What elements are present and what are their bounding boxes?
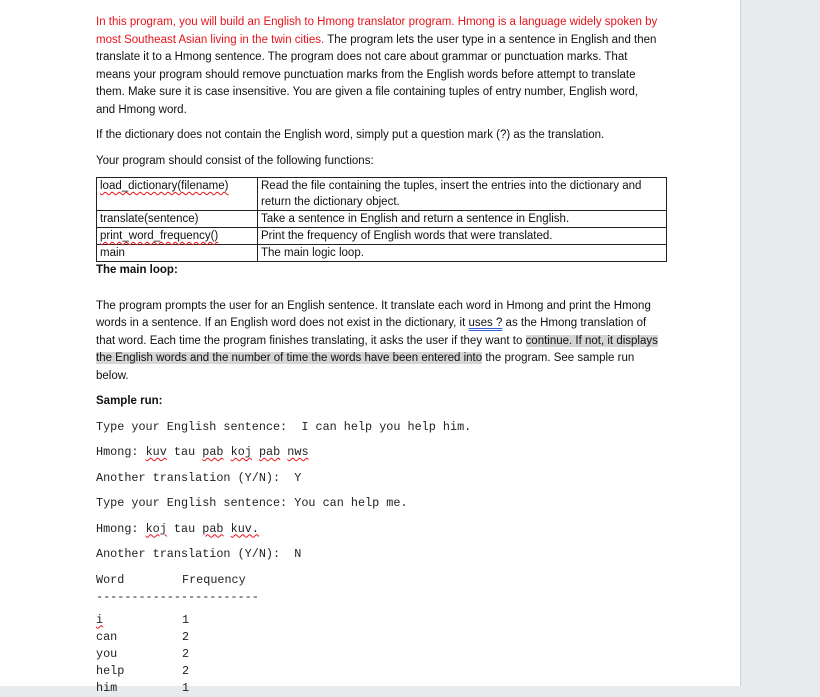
functions-table (96, 177, 667, 262)
intro-paragraph (96, 14, 658, 119)
table-row (97, 211, 667, 228)
document-body (96, 14, 658, 697)
run-line: Type your English sentence: You can help me. (96, 496, 408, 510)
table-row: help 2 (96, 663, 190, 678)
table-row: can 2 (96, 629, 190, 644)
sample-run (96, 419, 658, 697)
table-row: him 1 (96, 680, 190, 695)
run-line: Another translation (Y/N): Y (96, 470, 302, 485)
function-name: load_dictionary(filename) (97, 178, 258, 211)
function-desc: Take a sentence in English and return a sentence in English. (258, 211, 667, 228)
table-row (97, 228, 667, 245)
function-desc: Read the file containing the tuples, insert the entries into the dictionary and return the dictionary object. (258, 178, 667, 211)
main-loop-paragraph: The program prompts the user for an English sentence. It translate each word in Hmong and print the Hmong words in a sentence. If an English word does not exist in the dictionary, it uses ? as the Hmong translation of that word. Each time the program finishes translating, it asks the user if they want to continue. If not, it displays the English words and the number of time the words have been entered into the program. See sample run below. (96, 299, 658, 382)
table-row: you 2 (96, 646, 190, 661)
function-name: main (97, 245, 258, 262)
dictionary-note: If the dictionary does not contain the English word, simply put a question mark (?) as the translation. (96, 129, 605, 141)
separator: ----------------------- (96, 589, 259, 604)
run-line: Type your English sentence: I can help you help him. (96, 419, 472, 434)
frequency-header: Word Frequency (96, 572, 246, 587)
highlighted-text: continue. If not, it displays the English words and the number of time the words have been entered into (96, 334, 658, 364)
function-desc: The main logic loop. (258, 245, 667, 262)
main-loop-heading: The main loop: (96, 264, 178, 276)
intro-red-text: In this program, you will build an English to Hmong translator program. Hmong is a language widely spoken by most Southeast Asian living in the twin cities. (96, 16, 658, 46)
table-row (97, 178, 667, 211)
function-name: translate(sentence) (97, 211, 258, 228)
table-row (97, 245, 667, 262)
sample-run-heading: Sample run: (96, 395, 163, 407)
function-desc: Print the frequency of English words that were translated. (258, 228, 667, 245)
run-line: Hmong: kuv tau pab koj pab nws (96, 445, 309, 459)
intro-text: The program lets the user type in a sentence in English and then translate it to a Hmong sentence. The program does not care about grammar or punctuation marks. That means your program should remove punctuation marks from the English words before attempt to translate them. Make sure it is case insensitive. You are given a file containing tuples of entry number, English word, and Hmong word. (96, 33, 657, 116)
uses-link: uses ? (468, 317, 503, 329)
run-line: Hmong: koj tau pab kuv. (96, 521, 259, 536)
function-name: print_word_frequency() (97, 228, 258, 245)
run-line: Another translation (Y/N): N (96, 547, 302, 561)
table-row: i 1 (96, 612, 190, 627)
functions-intro: Your program should consist of the following functions: (96, 154, 374, 167)
